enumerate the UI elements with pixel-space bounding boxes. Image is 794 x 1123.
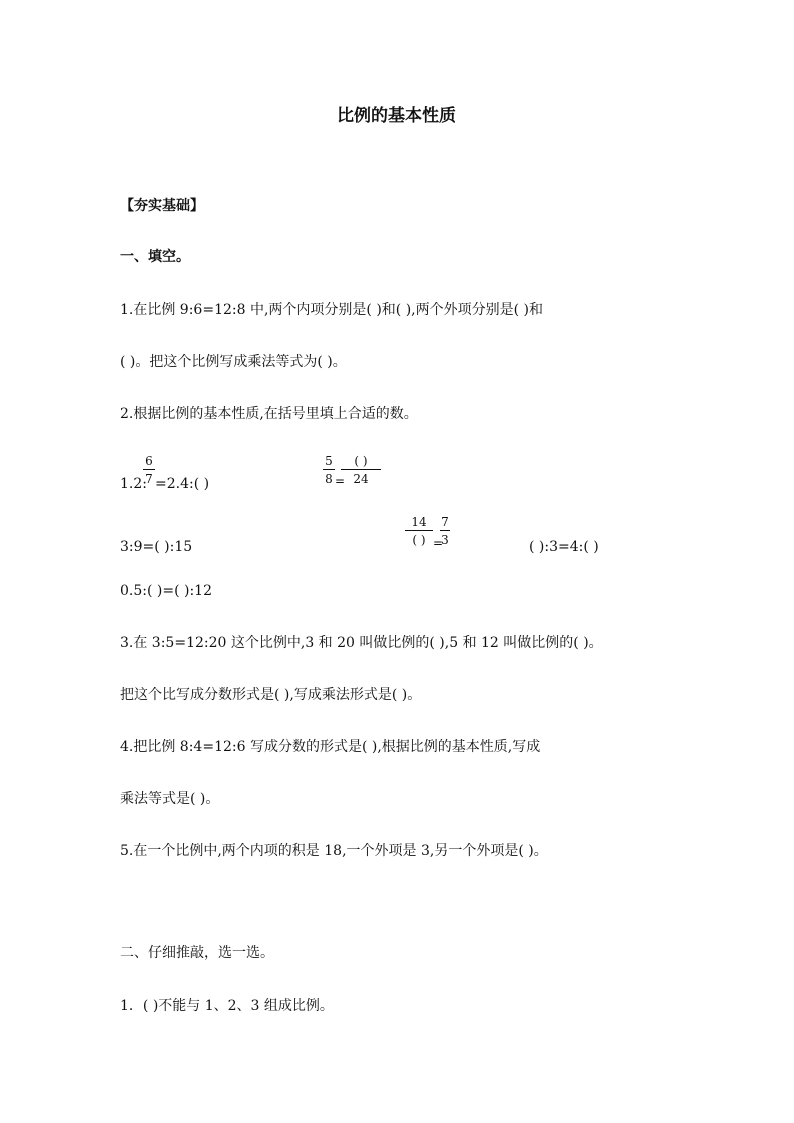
- q1-line1: 1.在比例 9:6=12:8 中,两个内项分别是( )和( ),两个外项分别是( )和: [120, 302, 543, 318]
- fraction-bar: [405, 530, 433, 531]
- fraction-denominator: ( ): [412, 533, 426, 547]
- q1-line2: ( )。把这个比例写成乘法等式为( )。: [120, 354, 347, 370]
- fraction-numerator: 7: [441, 515, 449, 529]
- fraction-numerator: ( ): [354, 454, 368, 468]
- fraction-numerator: 6: [145, 454, 153, 468]
- fraction-bar: [143, 469, 155, 470]
- q2-item-a-fraction: [143, 455, 155, 485]
- q4-line2: 乘法等式是( )。: [120, 791, 220, 807]
- q3-line2: 把这个比写成分数形式是( ),写成乘法形式是( )。: [120, 687, 422, 703]
- q2-item-d-fraction-2: [440, 516, 450, 546]
- q4-line1: 4.把比例 8:4=12:6 写成分数的形式是( ),根据比例的基本性质,写成: [120, 739, 541, 755]
- q2-item-a-prefix: 1.2:: [120, 476, 147, 492]
- page-title: 比例的基本性质: [337, 106, 456, 126]
- fraction-denominator: 24: [353, 472, 369, 486]
- fraction-bar: [440, 530, 450, 531]
- part1-heading: 一、填空。: [120, 249, 190, 265]
- fraction-numerator: 14: [411, 515, 427, 529]
- part2-q1: 1．( )不能与 1、2、3 组成比例。: [120, 998, 334, 1014]
- q2-stem: 2.根据比例的基本性质,在括号里填上合适的数。: [120, 406, 418, 422]
- q5: 5.在一个比例中,两个内项的积是 18,一个外项是 3,另一个外项是( )。: [120, 843, 548, 859]
- fraction-bar: [323, 469, 335, 470]
- fraction-denominator: 7: [145, 472, 153, 486]
- q2-item-b-fraction-2: [341, 455, 381, 485]
- q2-item-c: 3:9=( ):15: [120, 539, 193, 555]
- part2-heading: 二、仔细推敲，选一选。: [120, 945, 274, 961]
- fraction-numerator: 5: [325, 454, 333, 468]
- fraction-denominator: 3: [441, 533, 449, 547]
- q2-item-e: ( ):3=4:( ): [529, 539, 599, 555]
- fraction-bar: [341, 469, 381, 470]
- q2-item-b-fraction-1: [323, 455, 335, 485]
- section-tag: 【夯实基础】: [120, 198, 204, 214]
- q2-item-a-suffix: =2.4:( ): [155, 476, 210, 492]
- q2-item-d-fraction-1: [405, 516, 433, 546]
- q2-item-d-equals: =: [433, 536, 444, 550]
- q2-item-b-equals: =: [335, 474, 346, 488]
- q3-line1: 3.在 3:5=12:20 这个比例中,3 和 20 叫做比例的( ),5 和 12 叫做比例的( )。: [120, 635, 603, 651]
- q2-item-f: 0.5:( )=( ):12: [120, 583, 212, 599]
- fraction-denominator: 8: [325, 472, 333, 486]
